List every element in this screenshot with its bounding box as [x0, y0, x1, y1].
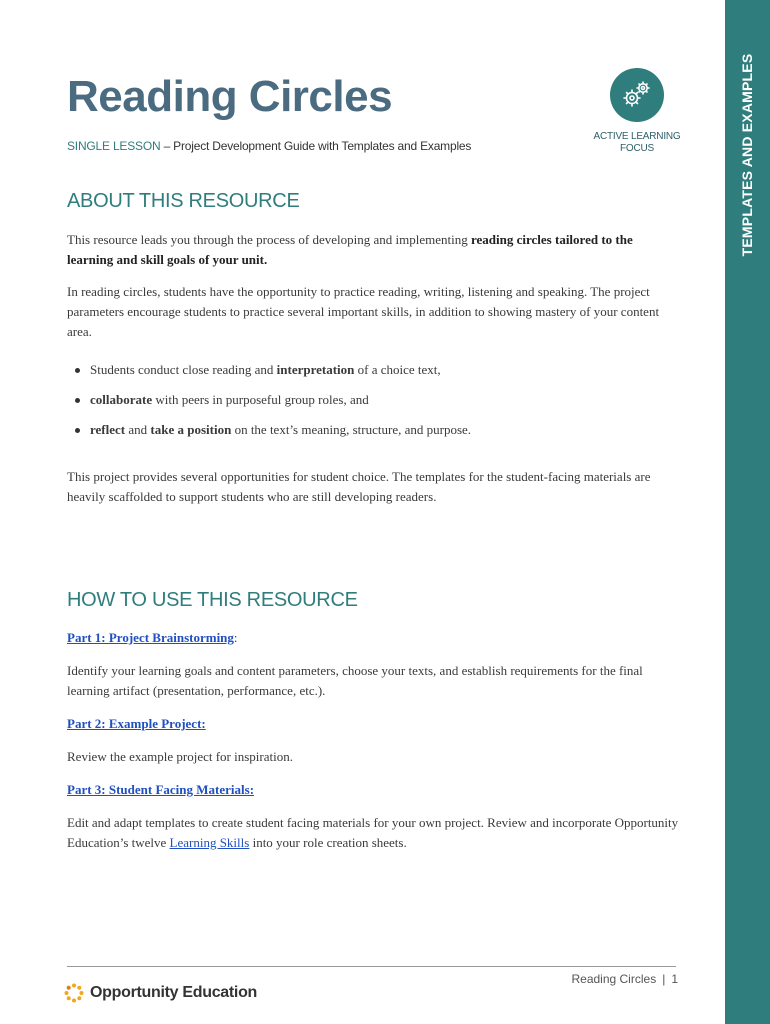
bullet-bold: collaborate — [90, 392, 153, 407]
bullet-text: and — [125, 422, 151, 437]
footer-doc-name: Reading Circles — [571, 972, 657, 986]
page-subtitle — [67, 139, 471, 153]
page-title: Reading Circles — [67, 72, 393, 121]
about-p1-text: This resource leads you through the process of developing and implementing — [67, 232, 471, 247]
about-paragraph-1 — [67, 230, 682, 270]
badge-label-line2: FOCUS — [619, 143, 654, 154]
part2-heading — [67, 714, 682, 734]
badge-label-line1: ACTIVE LEARNING — [593, 131, 681, 142]
part1-link[interactable]: Part 1: Project Brainstorming — [67, 630, 234, 645]
footer-page-info — [571, 972, 678, 986]
part1-description: Identify your learning goals and content parameters, choose your texts, and establish requirements for the final learning artifact (presentation, performance, etc.). — [67, 663, 643, 698]
gears-icon — [610, 68, 664, 122]
part3-text-end: into your role creation sheets. — [249, 835, 407, 850]
about-paragraph-2: In reading circles, students have the opportunity to practice reading, writing, listening and speaking. The project parameters encourage students to practice several important skills, in addition to showing mastery of your content area. — [67, 284, 660, 339]
footer-separator: | — [662, 972, 666, 986]
side-tab-label: TEMPLATES AND EXAMPLES — [739, 53, 755, 257]
about-heading: ABOUT THIS RESOURCE — [67, 190, 300, 212]
bullet-text: Students conduct close reading and — [90, 362, 277, 377]
part1-colon: : — [233, 630, 238, 645]
part1-heading — [67, 628, 682, 648]
part3-description — [67, 813, 682, 853]
bullet-bold: take a position — [150, 422, 232, 437]
skills-list — [67, 360, 687, 450]
part3-link[interactable]: Part 3: Student Facing Materials: — [67, 782, 255, 797]
footer-divider — [67, 966, 676, 967]
part2-description: Review the example project for inspiration. — [67, 749, 293, 764]
opportunity-education-logo-icon — [64, 983, 84, 1003]
logo-name: Opportunity Education — [90, 984, 258, 1001]
part2-link[interactable]: Part 2: Example Project: — [67, 716, 206, 731]
subtitle-accent: SINGLE LESSON — [67, 139, 161, 153]
active-learning-badge — [592, 68, 682, 155]
bullet-text: with peers in purposeful group roles, and — [152, 392, 369, 407]
list-item — [67, 420, 687, 450]
bullet-bold: reflect — [90, 422, 126, 437]
badge-label — [592, 131, 682, 155]
about-paragraph-3: This project provides several opportunities for student choice. The templates for the student-facing materials are heavily scaffolded to support students who are still developing readers. — [67, 469, 651, 504]
list-item — [67, 360, 687, 390]
about-p1-bold: reading circles tailored to the learning and skill goals of your unit. — [67, 232, 633, 267]
bullet-text: of a choice text, — [354, 362, 441, 377]
how-heading: HOW TO USE THIS RESOURCE — [67, 589, 358, 611]
footer-logo — [64, 983, 257, 1003]
bullet-text: on the text’s meaning, structure, and purpose. — [231, 422, 472, 437]
part3-text: Edit and adapt templates to create student facing materials for your own project. Review and incorporate Opportunity Education’s twelve — [67, 815, 679, 850]
list-item — [67, 390, 687, 420]
part3-heading — [67, 780, 682, 800]
page-number: 1 — [671, 972, 678, 986]
bullet-bold: interpretation — [276, 362, 355, 377]
learning-skills-link[interactable]: Learning Skills — [169, 835, 250, 850]
subtitle-text: – Project Development Guide with Templates and Examples — [160, 139, 472, 153]
